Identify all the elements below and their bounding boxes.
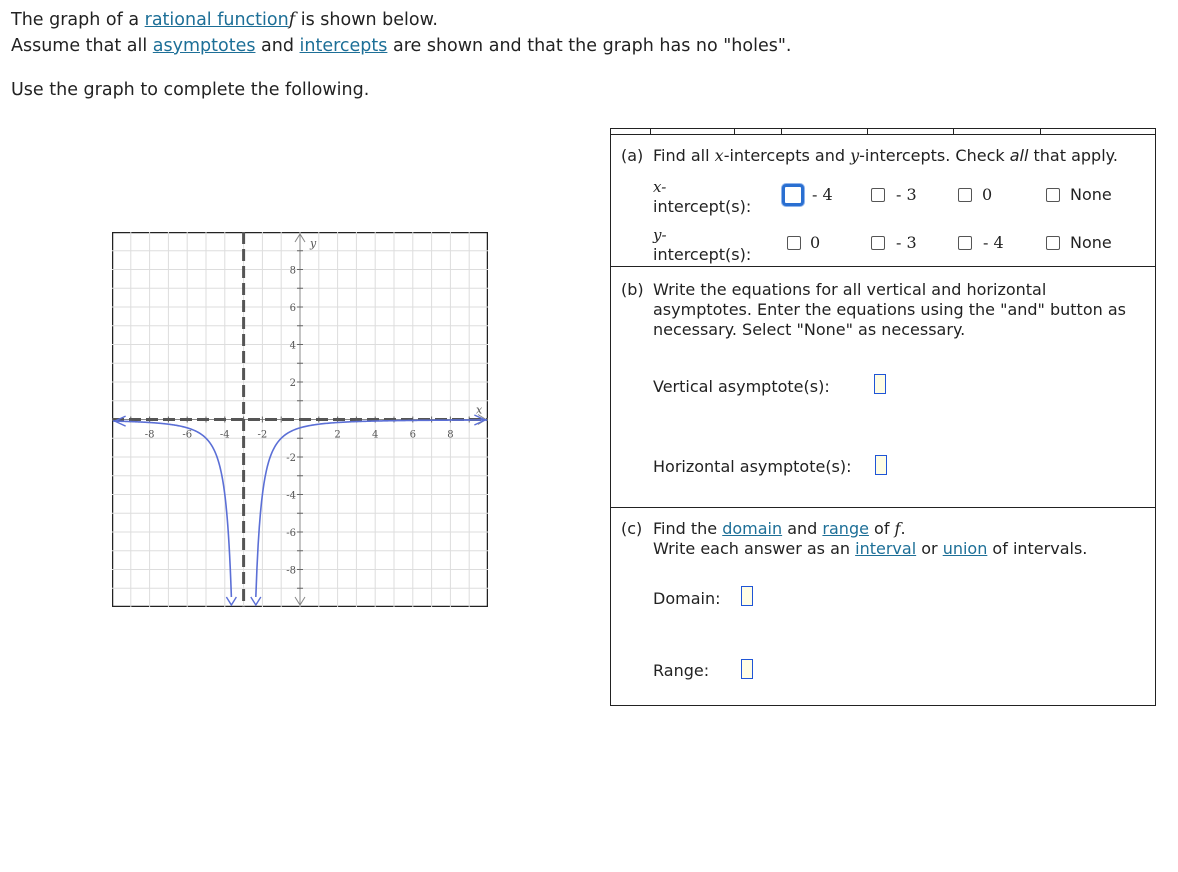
x-intercept-label: x- intercept(s): bbox=[653, 178, 752, 216]
top-tick bbox=[867, 129, 868, 135]
part-b-prefix: (b) bbox=[621, 280, 644, 299]
y-intercept-option-none-checkbox[interactable] bbox=[1046, 236, 1060, 250]
x-intercept-option-none-label: None bbox=[1070, 185, 1112, 204]
x-tick-label: 4 bbox=[372, 429, 379, 441]
y-intercept-label: y- intercept(s): bbox=[653, 226, 752, 264]
part-b-question: Write the equations for all vertical and horizontal asymptotes. Enter the equations using the "and" button as necessary. Select "None" as necessary. bbox=[653, 280, 1126, 339]
y-intercept-option-neg3-checkbox[interactable] bbox=[871, 236, 885, 250]
x-tick-label: -2 bbox=[257, 429, 268, 441]
y-intercept-option-neg4-checkbox[interactable] bbox=[958, 236, 972, 250]
range-link[interactable]: range bbox=[822, 519, 869, 538]
asymptotes-link[interactable]: asymptotes bbox=[152, 36, 256, 56]
x-intercept-option-neg3-checkbox[interactable] bbox=[871, 188, 885, 202]
divider bbox=[611, 507, 1155, 508]
y-tick-label: 6 bbox=[289, 303, 296, 314]
y-intercept-option-0-label: 0 bbox=[810, 233, 821, 252]
x-intercept-option-0-label: 0 bbox=[982, 185, 993, 204]
function-graph bbox=[112, 232, 488, 607]
part-a-question: Find all x-intercepts and y-intercepts. Check all that apply. bbox=[653, 146, 1118, 165]
y-intercept-option-0-checkbox[interactable] bbox=[787, 236, 801, 250]
domain-link[interactable]: domain bbox=[722, 519, 783, 538]
panel-top-rule bbox=[611, 129, 1155, 135]
part-a-prefix: (a) bbox=[621, 146, 644, 165]
function-name: f bbox=[288, 10, 296, 30]
x-tick-label: 2 bbox=[334, 429, 341, 441]
rational-function-link[interactable]: rational function bbox=[144, 10, 289, 30]
intro-line-2: Assume that all asymptotes and intercepts are shown and that the graph has no "holes". bbox=[11, 36, 792, 56]
horizontal-asymptote-input[interactable] bbox=[875, 455, 887, 475]
y-intercept-option-neg4-label: - 4 bbox=[983, 233, 1004, 252]
x-intercept-option-none-checkbox[interactable] bbox=[1046, 188, 1060, 202]
part-c-question: Find the domain and range of f. Write each answer as an interval or union of intervals. bbox=[653, 519, 1088, 558]
y-tick-label: 2 bbox=[289, 378, 296, 389]
y-tick-label: 8 bbox=[289, 265, 296, 277]
top-tick bbox=[650, 129, 651, 135]
y-intercept-option-none-label: None bbox=[1070, 233, 1112, 252]
y-tick-label: -8 bbox=[286, 565, 296, 577]
horizontal-asymptote-label: Horizontal asymptote(s): bbox=[653, 457, 852, 476]
x-tick-label: 8 bbox=[447, 429, 454, 441]
top-tick bbox=[1040, 129, 1041, 135]
x-tick-label: 6 bbox=[409, 429, 416, 441]
x-intercept-option-neg4-checkbox[interactable] bbox=[782, 184, 804, 206]
divider bbox=[611, 266, 1155, 267]
top-tick bbox=[734, 129, 735, 135]
intro-line-1: The graph of a rational functionf is shown below. bbox=[11, 10, 438, 30]
domain-input[interactable] bbox=[741, 586, 753, 606]
interval-link[interactable]: interval bbox=[855, 539, 917, 558]
x-tick-label: -8 bbox=[144, 429, 155, 441]
x-intercept-option-neg3-label: - 3 bbox=[896, 185, 917, 204]
range-label: Range: bbox=[653, 661, 710, 680]
y-tick-label: -4 bbox=[286, 490, 296, 502]
part-c-prefix: (c) bbox=[621, 519, 643, 538]
vertical-asymptote-input[interactable] bbox=[874, 374, 886, 394]
y-intercept-option-neg3-label: - 3 bbox=[896, 233, 917, 252]
x-intercept-option-0-checkbox[interactable] bbox=[958, 188, 972, 202]
y-tick-label: -6 bbox=[286, 528, 296, 539]
y-axis-label: y bbox=[310, 237, 317, 250]
intercepts-link[interactable]: intercepts bbox=[299, 36, 388, 56]
y-tick-label: 4 bbox=[289, 340, 296, 352]
union-link[interactable]: union bbox=[942, 539, 988, 558]
top-tick bbox=[781, 129, 782, 135]
x-axis-label: x bbox=[476, 403, 483, 417]
x-tick-label: -6 bbox=[182, 429, 193, 441]
top-tick bbox=[953, 129, 954, 135]
domain-label: Domain: bbox=[653, 589, 721, 608]
intro-line-3: Use the graph to complete the following. bbox=[11, 80, 370, 100]
range-input[interactable] bbox=[741, 659, 753, 679]
vertical-asymptote-label: Vertical asymptote(s): bbox=[653, 377, 830, 396]
x-intercept-option-neg4-label: - 4 bbox=[812, 185, 833, 204]
x-tick-label: -4 bbox=[219, 429, 230, 441]
instructions bbox=[11, 7, 791, 103]
y-tick-label: -2 bbox=[286, 453, 296, 464]
question-panel bbox=[610, 128, 1156, 706]
